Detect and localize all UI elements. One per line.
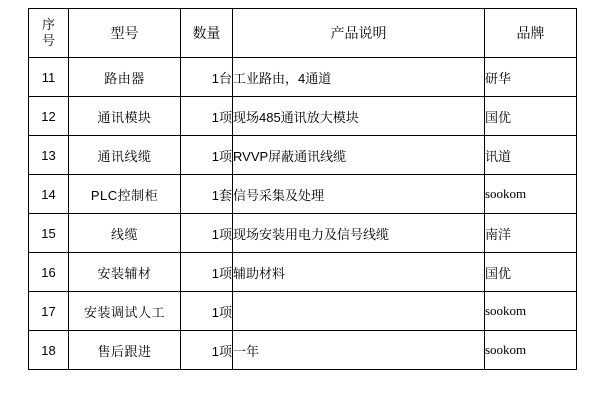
- cell-index: 11: [29, 58, 69, 97]
- table-row: [29, 331, 577, 370]
- cell-index: 18: [29, 331, 69, 370]
- cell-model: 路由器: [69, 58, 181, 97]
- column-header-index: [29, 9, 69, 58]
- table-row: [29, 58, 577, 97]
- table-row: [29, 175, 577, 214]
- cell-description: 一年: [233, 331, 485, 370]
- column-header-model: 型号: [69, 9, 181, 58]
- cell-index: 14: [29, 175, 69, 214]
- cell-brand: 国优: [485, 253, 577, 292]
- table-row: [29, 214, 577, 253]
- cell-model: PLC控制柜: [69, 175, 181, 214]
- table-row: [29, 292, 577, 331]
- cell-quantity: 1项: [181, 331, 233, 370]
- cell-brand: 研华: [485, 58, 577, 97]
- column-header-description: 产品说明: [233, 9, 485, 58]
- cell-brand: sookom: [485, 292, 577, 331]
- cell-description: 辅助材料: [233, 253, 485, 292]
- cell-model: 安装辅材: [69, 253, 181, 292]
- cell-model: 通讯线缆: [69, 136, 181, 175]
- cell-index: 16: [29, 253, 69, 292]
- cell-quantity: 1项: [181, 214, 233, 253]
- cell-description: 现场485通讯放大模块: [233, 97, 485, 136]
- cell-model: 通讯模块: [69, 97, 181, 136]
- cell-quantity: 1项: [181, 292, 233, 331]
- table-row: [29, 136, 577, 175]
- cell-quantity: 1项: [181, 97, 233, 136]
- cell-brand: sookom: [485, 175, 577, 214]
- cell-description: 现场安装用电力及信号线缆: [233, 214, 485, 253]
- cell-description: [233, 292, 485, 331]
- column-header-brand: 品牌: [485, 9, 577, 58]
- cell-brand: 讯道: [485, 136, 577, 175]
- cell-quantity: 1套: [181, 175, 233, 214]
- cell-brand: 南洋: [485, 214, 577, 253]
- cell-index: 12: [29, 97, 69, 136]
- cell-brand: sookom: [485, 331, 577, 370]
- cell-quantity: 1台: [181, 58, 233, 97]
- cell-model: 安装调试人工: [69, 292, 181, 331]
- table-row: [29, 97, 577, 136]
- cell-model: 售后跟进: [69, 331, 181, 370]
- cell-description: RVVP屏蔽通讯线缆: [233, 136, 485, 175]
- cell-brand: 国优: [485, 97, 577, 136]
- cell-quantity: 1项: [181, 136, 233, 175]
- cell-index: 15: [29, 214, 69, 253]
- column-header-quantity: 数量: [181, 9, 233, 58]
- cell-index: 13: [29, 136, 69, 175]
- cell-model: 线缆: [69, 214, 181, 253]
- product-spec-table: [28, 8, 577, 370]
- cell-index: 17: [29, 292, 69, 331]
- table-row: [29, 253, 577, 292]
- column-header-index-line2: 号: [41, 33, 55, 48]
- cell-description: 工业路由，4通道: [233, 58, 485, 97]
- column-header-index-line1: 序: [41, 17, 55, 32]
- cell-description: 信号采集及处理: [233, 175, 485, 214]
- cell-quantity: 1项: [181, 253, 233, 292]
- table-header-row: [29, 9, 577, 58]
